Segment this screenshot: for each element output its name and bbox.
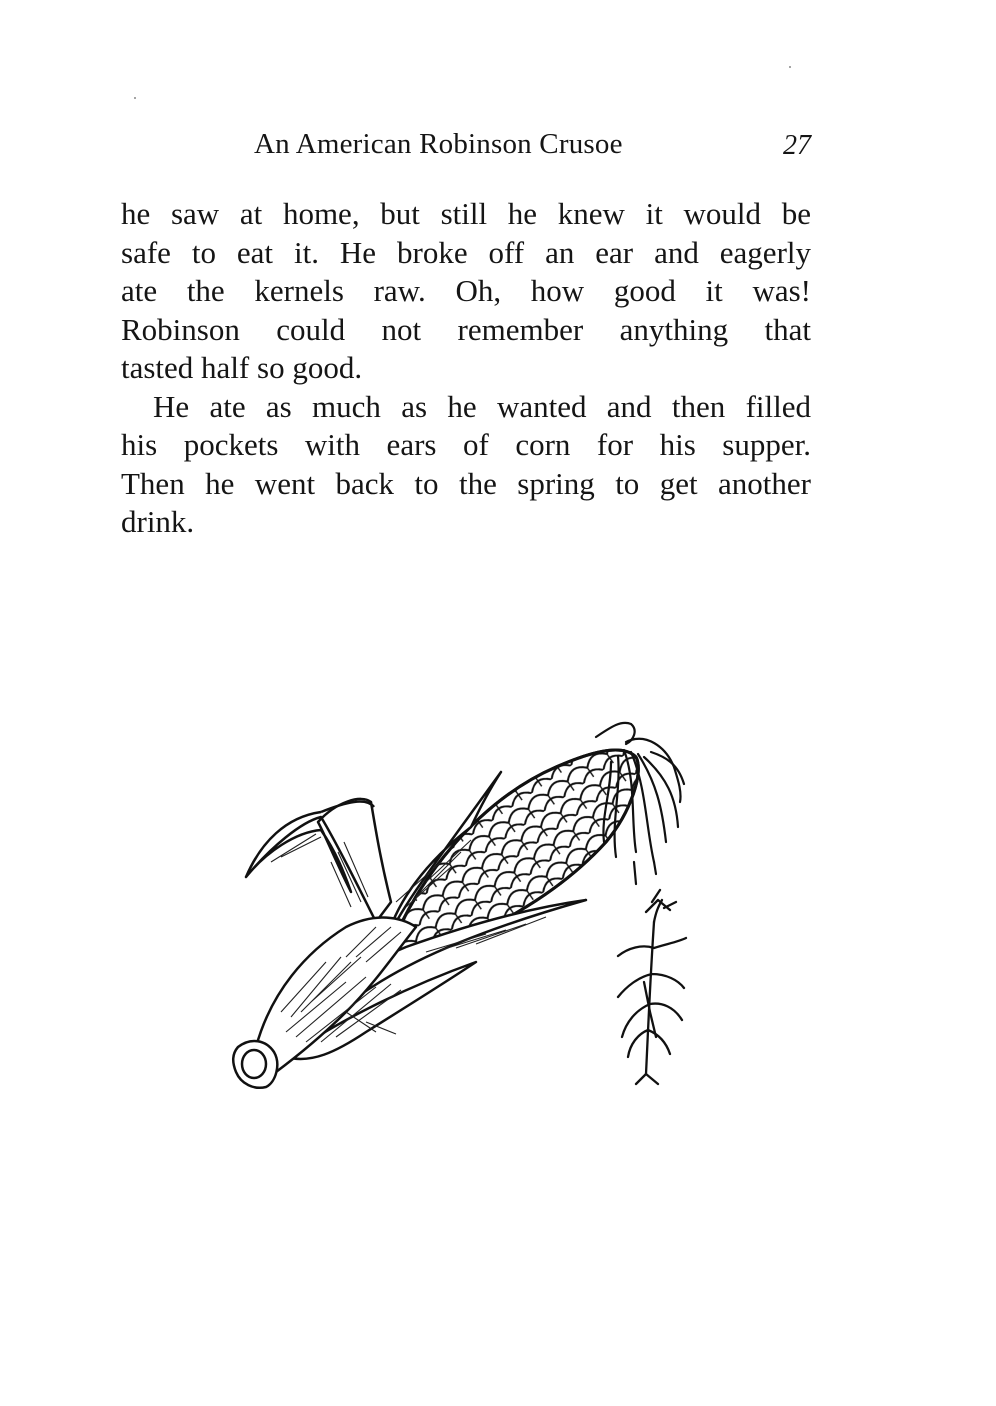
text-line: ate the kernels raw. Oh, how good it was! [121, 273, 811, 308]
text-line: Then he went back to the spring to get another [121, 465, 811, 501]
text-line: he saw at home, but still he knew it would be [121, 196, 811, 231]
text-line: He ate as much as he wanted and then filled [153, 388, 811, 424]
running-title: An American Robinson Crusoe [254, 128, 623, 160]
text-line: drink. [121, 504, 195, 539]
paper-speck [134, 97, 136, 99]
text-line: tasted half so good. [121, 350, 363, 385]
ear-of-corn-and-corn-plant-icon [226, 712, 696, 1102]
paragraph-2 [121, 388, 811, 542]
paragraph-1 [121, 195, 811, 388]
paper-speck [789, 66, 791, 68]
text-line: Robinson could not remember anything that [121, 311, 811, 347]
page-number: 27 [783, 130, 811, 161]
text-line: his pockets with ears of corn for his supper. [121, 427, 811, 462]
body-text [121, 195, 811, 542]
text-line: safe to eat it. He broke off an ear and eagerly [121, 234, 811, 270]
